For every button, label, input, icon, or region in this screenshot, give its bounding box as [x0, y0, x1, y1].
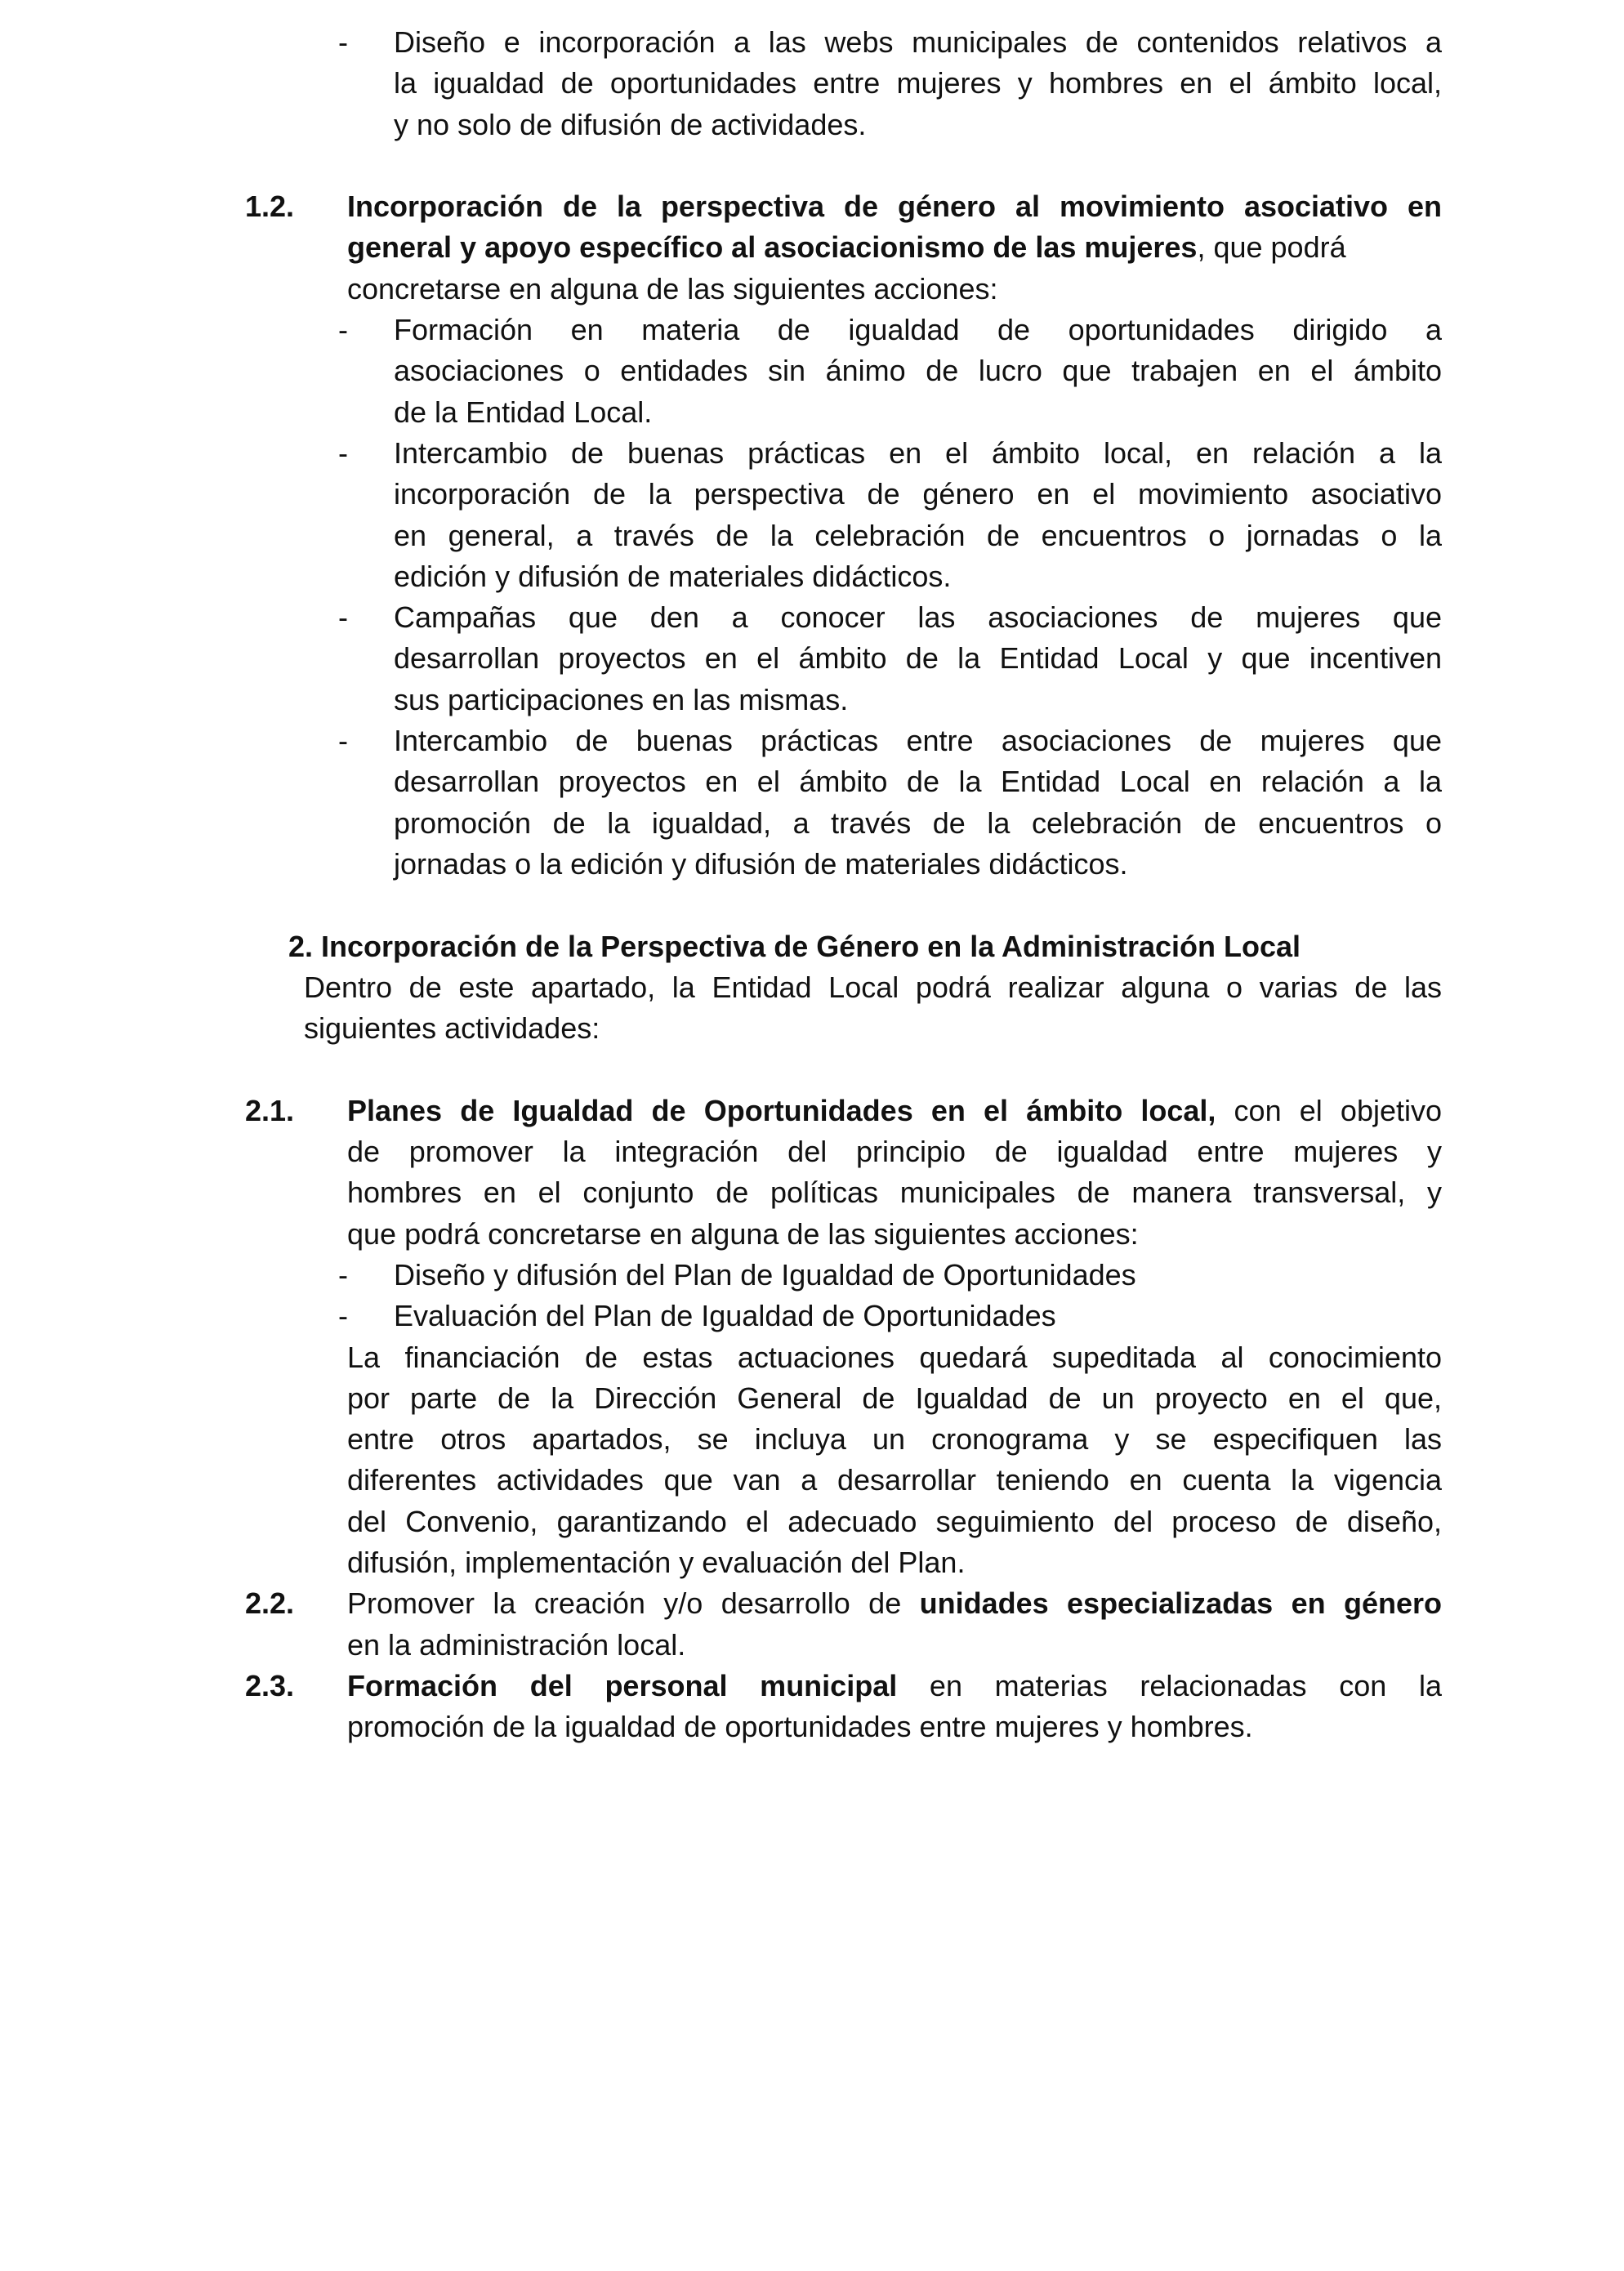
document-page — [0, 22, 1624, 1747]
list-item — [0, 1255, 1624, 1296]
text-line: del Convenio, garantizando el adecuado seguimiento del proceso de diseño, — [347, 1504, 1442, 1538]
section-2-heading — [0, 926, 1624, 967]
text-line: de promover la integración del principio de igualdad entre mujeres y — [347, 1135, 1442, 1169]
section-title: Incorporación de la perspectiva de género al movimiento asociativo en — [347, 190, 1442, 224]
text-line: por parte de la Dirección General de Igualdad de un proyecto en el que, — [347, 1381, 1442, 1415]
text-line: que podrá concretarse en alguna de las siguientes acciones: — [347, 1216, 1139, 1251]
text-line: en general, a través de la celebración de encuentros o jornadas o la — [394, 518, 1442, 552]
dash-bullet: - — [338, 1299, 348, 1333]
text-line: Diseño y difusión del Plan de Igualdad de Oportunidades — [394, 1257, 1136, 1292]
text-line: diferentes actividades que van a desarrollar teniendo en cuenta la vigencia — [347, 1463, 1442, 1497]
section-2-3 — [0, 1666, 1624, 1707]
list-item — [0, 310, 1624, 350]
text-line: desarrollan proyectos en el ámbito de la Entidad Local y que incentiven — [394, 641, 1442, 676]
section-title: Incorporación de la Perspectiva de Género en la Administración Local — [321, 929, 1301, 963]
text-line: siguientes actividades: — [304, 1011, 600, 1046]
text-line: Promover la creación y/o desarrollo de — [347, 1586, 920, 1621]
text-line: La financiación de estas actuaciones quedará supeditada al conocimiento — [347, 1340, 1442, 1374]
section-1-2-heading — [0, 186, 1624, 227]
dash-bullet: - — [338, 435, 348, 470]
text-line: promoción de la igualdad de oportunidades entre mujeres y hombres. — [347, 1710, 1253, 1744]
text-line: Formación en materia de igualdad de oportunidades dirigido a — [394, 313, 1442, 347]
section-number: 2.2. — [245, 1586, 295, 1621]
section-number: 1.2. — [245, 190, 295, 224]
text-line: promoción de la igualdad, a través de la celebración de encuentros o — [394, 805, 1442, 840]
list-item — [0, 433, 1624, 474]
list-item — [0, 1296, 1624, 1336]
text-line: Dentro de este apartado, la Entidad Local podrá realizar alguna o varias de las — [304, 970, 1442, 1004]
text-line: hombres en el conjunto de políticas municipales de manera transversal, y — [347, 1176, 1442, 1210]
section-2-1-heading — [0, 1091, 1624, 1131]
text-line: Intercambio de buenas prácticas entre asociaciones de mujeres que — [394, 724, 1442, 758]
section-number: 2.1. — [245, 1093, 295, 1127]
section-title: Planes de Igualdad de Oportunidades en el ámbito local, — [347, 1093, 1216, 1127]
text-line: Campañas que den a conocer las asociaciones de mujeres que — [394, 600, 1442, 635]
text-line: Evaluación del Plan de Igualdad de Oportunidades — [394, 1299, 1056, 1333]
text-line: de la Entidad Local. — [394, 395, 653, 429]
text-line: entre otros apartados, se incluya un cronograma y se especifiquen las — [347, 1422, 1442, 1457]
text-line: en la administración local. — [347, 1627, 686, 1662]
list-item — [0, 721, 1624, 761]
text-line: en materias relacionadas con la — [897, 1668, 1442, 1702]
text-line: la igualdad de oportunidades entre mujeres y hombres en el ámbito local, — [394, 66, 1442, 100]
text-line: con el objetivo — [1216, 1093, 1442, 1127]
section-number: 2.3. — [245, 1668, 295, 1702]
list-item — [0, 22, 1624, 63]
dash-bullet: - — [338, 25, 348, 59]
text-line: asociaciones o entidades sin ánimo de lucro que trabajen en el ámbito — [394, 354, 1442, 388]
text-line: edición y difusión de materiales didácticos. — [394, 559, 952, 593]
section-title: Formación del personal municipal — [347, 1668, 898, 1702]
text-line: Diseño e incorporación a las webs municipales de contenidos relativos a — [394, 25, 1442, 59]
text-line: concretarse en alguna de las siguientes acciones: — [347, 271, 998, 306]
text-line: difusión, implementación y evaluación del Plan. — [347, 1545, 966, 1579]
text-line: incorporación de la perspectiva de género en el movimiento asociativo — [394, 477, 1442, 511]
section-title: unidades especializadas en género — [919, 1586, 1442, 1621]
text-line: jornadas o la edición y difusión de materiales didácticos. — [394, 846, 1128, 881]
section-number: 2. — [288, 929, 314, 963]
dash-bullet: - — [338, 313, 348, 347]
section-2-2 — [0, 1583, 1624, 1624]
text-line: Intercambio de buenas prácticas en el ámbito local, en relación a la — [394, 435, 1442, 470]
dash-bullet: - — [338, 600, 348, 635]
text-line: y no solo de difusión de actividades. — [394, 107, 867, 141]
text-line: , que podrá — [1197, 230, 1346, 265]
text-line: sus participaciones en las mismas. — [394, 682, 849, 716]
section-title: general y apoyo específico al asociacionismo de las mujeres — [347, 230, 1198, 265]
dash-bullet: - — [338, 1257, 348, 1292]
list-item — [0, 597, 1624, 638]
text-line: desarrollan proyectos en el ámbito de la Entidad Local en relación a la — [394, 765, 1442, 799]
dash-bullet: - — [338, 724, 348, 758]
